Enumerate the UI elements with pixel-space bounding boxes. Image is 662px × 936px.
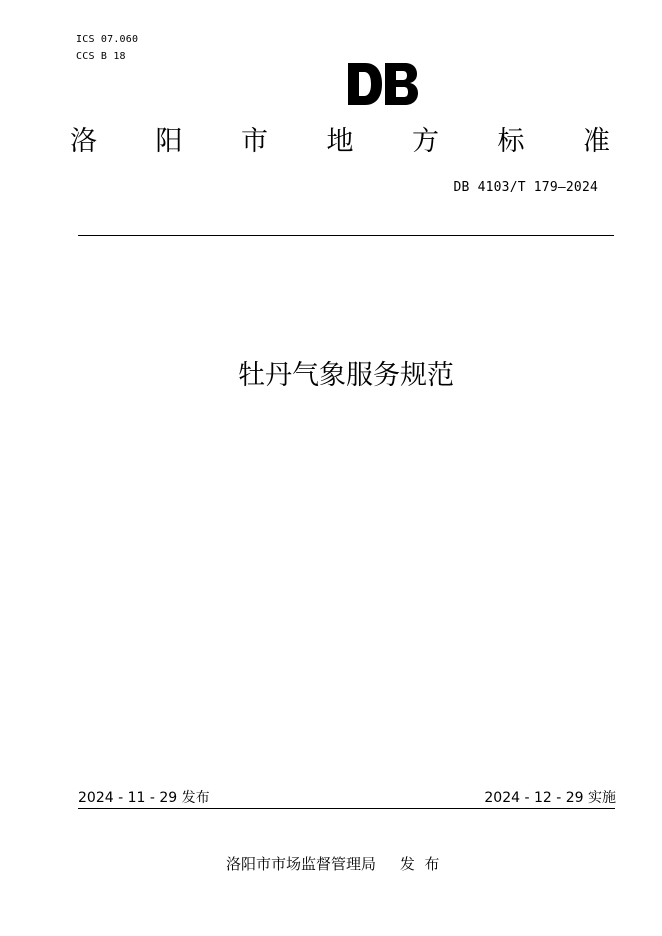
document-title: 牡丹气象服务规范	[238, 360, 454, 391]
standard-type-char: 洛	[70, 126, 97, 157]
issue-date: 2024 - 11 - 29 发布	[78, 790, 210, 806]
db-logo-graphic	[347, 62, 419, 106]
standard-number: DB 4103/T 179—2024	[453, 180, 598, 195]
standard-type-char: 市	[241, 126, 268, 157]
standard-type-char: 地	[326, 126, 354, 157]
effective-date: 2024 - 12 - 29 实施	[484, 790, 616, 806]
standard-type-char: 准	[583, 126, 610, 157]
bottom-divider	[78, 808, 615, 809]
ics-code: ICS 07.060	[76, 34, 139, 45]
standard-type-char: 阳	[155, 126, 183, 157]
top-divider	[78, 235, 614, 236]
classification-codes	[76, 31, 138, 65]
db-logo	[347, 62, 419, 106]
publisher-line: 洛阳市市场监督管理局 发 布	[226, 855, 440, 873]
standard-type-char: 标	[497, 126, 525, 157]
standard-type-title	[70, 124, 610, 160]
standard-type-char: 方	[412, 126, 439, 157]
ccs-code: CCS B 18	[76, 51, 126, 62]
